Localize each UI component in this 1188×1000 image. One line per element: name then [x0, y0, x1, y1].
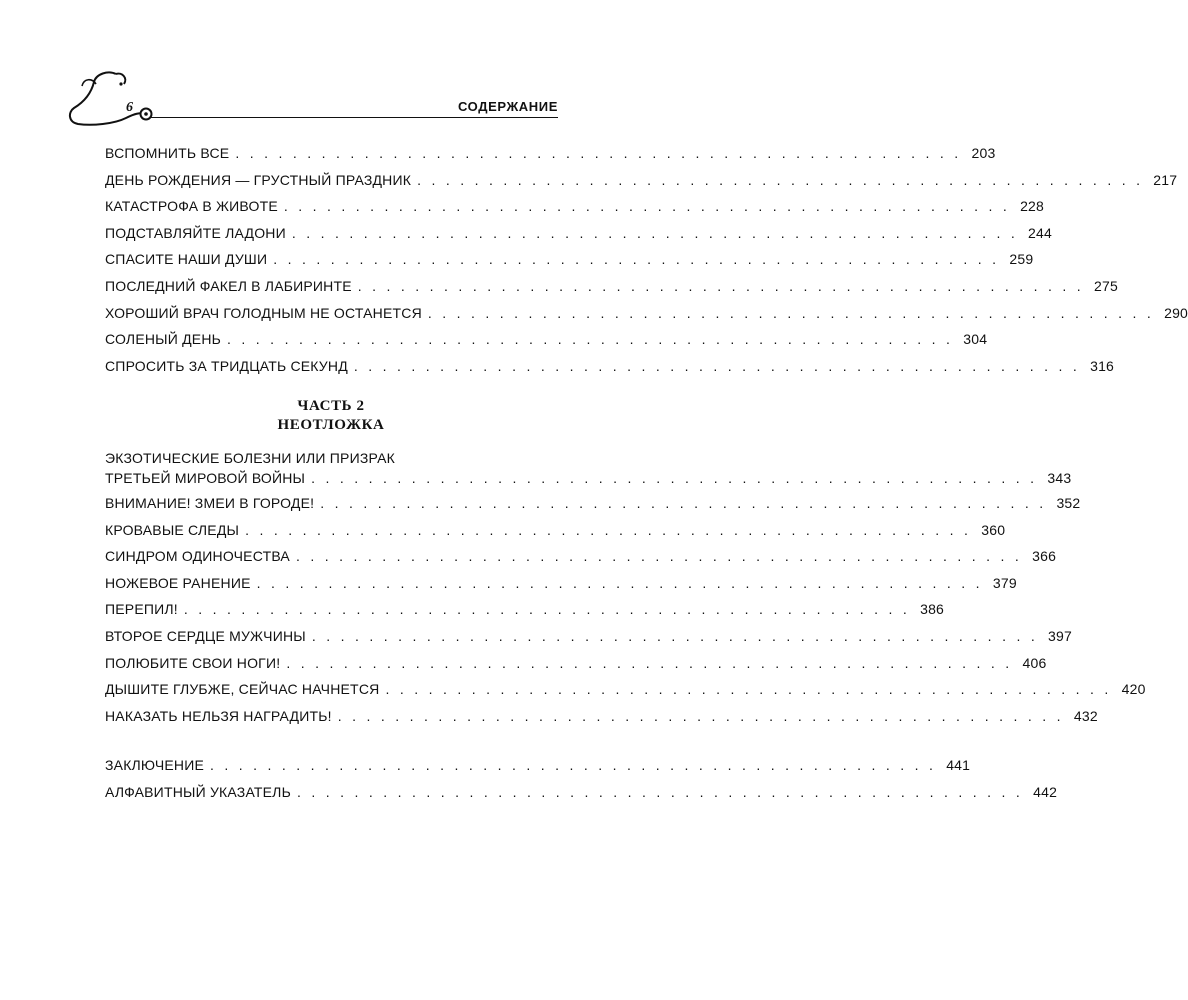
dot-leader: . . . . . . . . . . . . . . . . . . . . . . . . . . . . . . . . . . . . . . . . . . . . . . . . . . . — [291, 224, 1019, 241]
toc-entry-page: 441 — [946, 757, 971, 773]
dot-leader: . . . . . . . . . . . . . . . . . . . . . . . . . . . . . . . . . . . . . . . . . . . . . . . . . . . — [353, 357, 1081, 374]
toc-entry — [105, 627, 1073, 655]
toc-entry — [105, 707, 1098, 735]
toc-entry-page: 228 — [1020, 198, 1045, 215]
dot-leader: . . . . . . . . . . . . . . . . . . . . . . . . . . . . . . . . . . . . . . . . . . . . . . . . . . . — [295, 548, 1023, 565]
toc-entry-title: ПЕРЕПИЛ! — [105, 601, 178, 618]
page-number: 6 — [126, 100, 133, 115]
toc-entry-line — [105, 468, 1072, 489]
toc-entry-title: ЗАКЛЮЧЕНИЕ — [105, 757, 204, 773]
dot-leader: . . . . . . . . . . . . . . . . . . . . . . . . . . . . . . . . . . . . . . . . . . . . . . . . . . . — [357, 277, 1084, 294]
part-heading — [105, 397, 557, 435]
toc-entry — [105, 304, 1188, 332]
dot-leader: . . . . . . . . . . . . . . . . . . . . . . . . . . . . . . . . . . . . . . . . . . . . . . . . . . . — [427, 304, 1155, 321]
toc-entry — [105, 757, 971, 784]
toc-entry-title: СИНДРОМ ОДИНОЧЕСТВА — [105, 548, 290, 565]
toc-entry — [105, 574, 1017, 602]
toc-entry-page: 420 — [1121, 681, 1146, 698]
toc-entry-title: АЛФАВИТНЫЙ УКАЗАТЕЛЬ — [105, 783, 291, 800]
dot-leader: . . . . . . . . . . . . . . . . . . . . . . . . . . . . . . . . . . . . . . . . . . . . . . . . . . . — [311, 627, 1039, 644]
toc-entry-page: 406 — [1022, 654, 1047, 671]
dot-leader: . . . . . . . . . . . . . . . . . . . . . . . . . . . . . . . . . . . . . . . . . . . . . . . . . . . — [286, 654, 1013, 671]
toc-entry-page: 259 — [1009, 251, 1034, 268]
running-title: СОДЕРЖАНИЕ — [458, 99, 558, 114]
stethoscope-icon — [66, 68, 156, 130]
dot-leader: . . . . . . . . . . . . . . . . . . . . . . . . . . . . . . . . . . . . . . . . . . . . . . . . . . . — [210, 757, 937, 773]
toc-entry-page: 203 — [971, 145, 996, 161]
toc-entry-page: 379 — [992, 574, 1017, 591]
toc-entry-title: ПОДСТАВЛЯЙТЕ ЛАДОНИ — [105, 224, 286, 241]
toc-entry-title: ПОЛЮБИТЕ СВОИ НОГИ! — [105, 654, 281, 671]
toc-part2-list — [105, 448, 1146, 734]
toc-entry-page: 352 — [1056, 495, 1081, 511]
toc-entry-title: КРОВАВЫЕ СЛЕДЫ — [105, 521, 240, 538]
page-header — [0, 60, 633, 130]
toc-entry-title: СОЛЕНЫЙ ДЕНЬ — [105, 331, 222, 348]
toc-entry — [105, 331, 988, 358]
toc-entry-title: НОЖЕВОЕ РАНЕНИЕ — [105, 574, 251, 591]
toc-entry-page: 397 — [1048, 627, 1073, 644]
toc-entry-page: 304 — [963, 331, 988, 348]
toc-entry-page: 316 — [1090, 357, 1115, 374]
dot-leader: . . . . . . . . . . . . . . . . . . . . . . . . . . . . . . . . . . . . . . . . . . . . . . . . . . . — [311, 470, 1038, 486]
part-title: НЕОТЛОЖКА — [277, 417, 385, 433]
toc-entry — [105, 681, 1146, 708]
toc-entry-title: ДЫШИТЕ ГЛУБЖЕ, СЕЙЧАС НАЧНЕТСЯ — [105, 681, 380, 698]
part-label: ЧАСТЬ 2 — [297, 398, 365, 414]
toc-end-list — [105, 757, 1058, 810]
toc-entry-page: 290 — [1164, 304, 1188, 321]
toc-entry-page: 366 — [1032, 548, 1057, 565]
toc-entry-page: 432 — [1073, 707, 1098, 724]
toc-entry — [105, 783, 1058, 811]
toc-entry — [105, 448, 1072, 489]
toc-entry-page: 343 — [1047, 470, 1072, 486]
dot-leader: . . . . . . . . . . . . . . . . . . . . . . . . . . . . . . . . . . . . . . . . . . . . . . . . . . . — [245, 521, 972, 538]
dot-leader: . . . . . . . . . . . . . . . . . . . . . . . . . . . . . . . . . . . . . . . . . . . . . . . . . . . — [337, 707, 1064, 724]
dot-leader: . . . . . . . . . . . . . . . . . . . . . . . . . . . . . . . . . . . . . . . . . . . . . . . . . . . — [283, 198, 1011, 215]
toc-entry — [105, 548, 1057, 575]
toc-entry-title: ВНИМАНИЕ! ЗМЕИ В ГОРОДЕ! — [105, 495, 315, 511]
toc-entry — [105, 224, 1053, 252]
toc-entry-title: ПОСЛЕДНИЙ ФАКЕЛ В ЛАБИРИНТЕ — [105, 277, 352, 294]
dot-leader: . . . . . . . . . . . . . . . . . . . . . . . . . . . . . . . . . . . . . . . . . . . . . . . . . . . — [385, 681, 1112, 698]
toc-entry-page: 244 — [1028, 224, 1053, 241]
toc-entry-title: СПАСИТЕ НАШИ ДУШИ — [105, 251, 268, 268]
toc-entry — [105, 145, 996, 172]
dot-leader: . . . . . . . . . . . . . . . . . . . . . . . . . . . . . . . . . . . . . . . . . . . . . . . . . . . — [273, 251, 1000, 268]
dot-leader: . . . . . . . . . . . . . . . . . . . . . . . . . . . . . . . . . . . . . . . . . . . . . . . . . . . — [235, 145, 962, 161]
dot-leader: . . . . . . . . . . . . . . . . . . . . . . . . . . . . . . . . . . . . . . . . . . . . . . . . . . . — [256, 574, 983, 591]
toc-entry-page: 275 — [1093, 277, 1118, 294]
toc-entry-title-continued: ТРЕТЬЕЙ МИРОВОЙ ВОЙНЫ — [105, 470, 306, 486]
toc-entry-page: 386 — [920, 601, 945, 618]
header-rule — [150, 117, 558, 118]
toc-entry-title: ДЕНЬ РОЖДЕНИЯ — ГРУСТНЫЙ ПРАЗДНИК — [105, 171, 412, 188]
toc-entry-title: ЭКЗОТИЧЕСКИЕ БОЛЕЗНИ ИЛИ ПРИЗРАК — [105, 450, 396, 466]
toc-entry-page: 217 — [1153, 171, 1178, 188]
toc-part1-list — [105, 145, 1188, 384]
toc-entry — [105, 601, 945, 628]
toc-entry — [105, 357, 1115, 385]
dot-leader: . . . . . . . . . . . . . . . . . . . . . . . . . . . . . . . . . . . . . . . . . . . . . . . . . . . — [417, 171, 1144, 188]
dot-leader: . . . . . . . . . . . . . . . . . . . . . . . . . . . . . . . . . . . . . . . . . . . . . . . . . . . — [183, 601, 911, 618]
toc-entry — [105, 495, 1081, 522]
toc-entry-title: СПРОСИТЬ ЗА ТРИДЦАТЬ СЕКУНД — [105, 357, 348, 374]
dot-leader: . . . . . . . . . . . . . . . . . . . . . . . . . . . . . . . . . . . . . . . . . . . . . . . . . . . — [320, 495, 1047, 511]
toc-entry-title: ВСПОМНИТЬ ВСЕ — [105, 145, 230, 161]
toc-entry — [105, 171, 1178, 199]
toc-entry-title: ХОРОШИЙ ВРАЧ ГОЛОДНЫМ НЕ ОСТАНЕТСЯ — [105, 304, 422, 321]
toc-entry — [105, 277, 1118, 305]
toc-entry — [105, 654, 1047, 682]
dot-leader: . . . . . . . . . . . . . . . . . . . . . . . . . . . . . . . . . . . . . . . . . . . . . . . . . . . — [296, 783, 1024, 800]
toc-entry-title: КАТАСТРОФА В ЖИВОТЕ — [105, 198, 278, 215]
toc-entry — [105, 521, 1006, 549]
toc-entry-page: 360 — [981, 521, 1006, 538]
dot-leader: . . . . . . . . . . . . . . . . . . . . . . . . . . . . . . . . . . . . . . . . . . . . . . . . . . . — [227, 331, 954, 348]
toc-entry — [105, 198, 1045, 225]
toc-entry-title: НАКАЗАТЬ НЕЛЬЗЯ НАГРАДИТЬ! — [105, 707, 332, 724]
toc-entry — [105, 251, 1034, 278]
toc-entry-title: ВТОРОЕ СЕРДЦЕ МУЖЧИНЫ — [105, 627, 306, 644]
toc-entry-page: 442 — [1033, 783, 1058, 800]
